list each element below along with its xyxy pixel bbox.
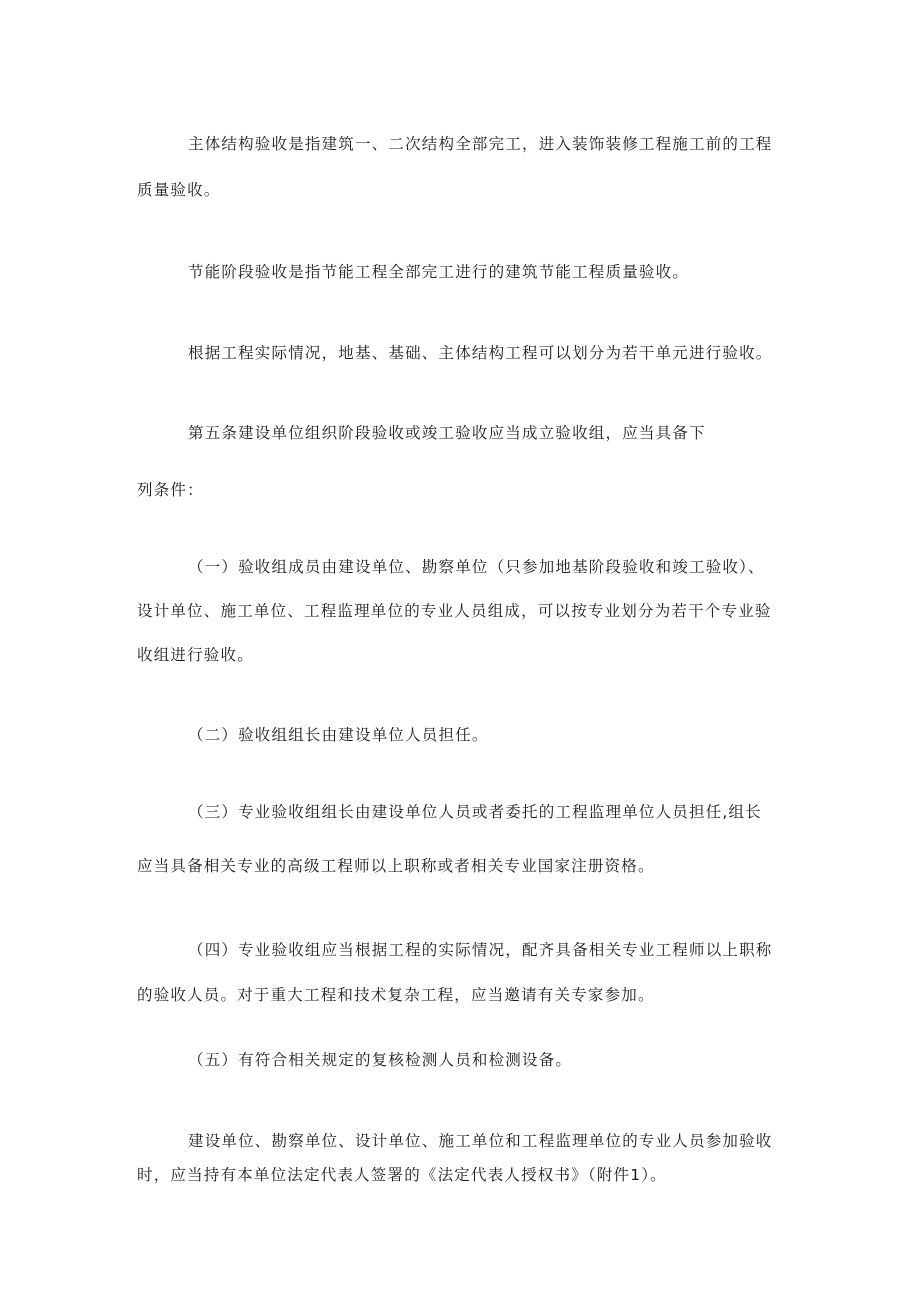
paragraph-9-line-1: （五）有符合相关规定的复核检测人员和检测设备。: [188, 1051, 573, 1069]
paragraph-1-line-2: 质量验收。: [137, 181, 221, 199]
paragraph-8-line-1: （四）专业验收组应当根据工程的实际情况，配齐具备相关专业工程师以上职称: [188, 941, 773, 959]
paragraph-7-line-1: （三）专业验收组组长由建设单位人员或者委托的工程监理单位人员担任,组长: [188, 803, 762, 821]
paragraph-2-line-1: 节能阶段验收是指节能工程全部完工进行的建筑节能工程质量验收。: [188, 263, 690, 281]
paragraph-4-line-1: 第五条建设单位组织阶段验收或竣工验收应当成立验收组，应当具备下: [188, 424, 706, 442]
paragraph-8-line-2: 的验收人员。对于重大工程和技术复杂工程，应当邀请有关专家参加。: [137, 986, 655, 1004]
paragraph-10-line-1: 建设单位、勘察单位、设计单位、施工单位和工程监理单位的专业人员参加验收: [188, 1132, 773, 1150]
paragraph-4-line-2: 列条件：: [137, 481, 204, 499]
paragraph-10-line-2: 时，应当持有本单位法定代表人签署的《法定代表人授权书》（附件1）。: [137, 1166, 667, 1184]
paragraph-5-line-2: 设计单位、施工单位、工程监理单位的专业人员组成，可以按专业划分为若干个专业验: [137, 602, 772, 620]
paragraph-6-line-1: （二）验收组组长由建设单位人员担任。: [188, 726, 489, 744]
paragraph-1-line-1: 主体结构验收是指建筑一、二次结构全部完工，进入装饰装修工程施工前的工程: [188, 135, 773, 153]
paragraph-5-line-1: （一）验收组成员由建设单位、勘察单位（只参加地基阶段验收和竣工验收）、: [188, 558, 765, 576]
paragraph-5-line-3: 收组进行验收。: [137, 646, 254, 664]
paragraph-7-line-2: 应当具备相关专业的高级工程师以上职称或者相关专业国家注册资格。: [137, 857, 655, 875]
paragraph-3-line-1: 根据工程实际情况，地基、基础、主体结构工程可以划分为若干单元进行验收。: [188, 344, 773, 362]
